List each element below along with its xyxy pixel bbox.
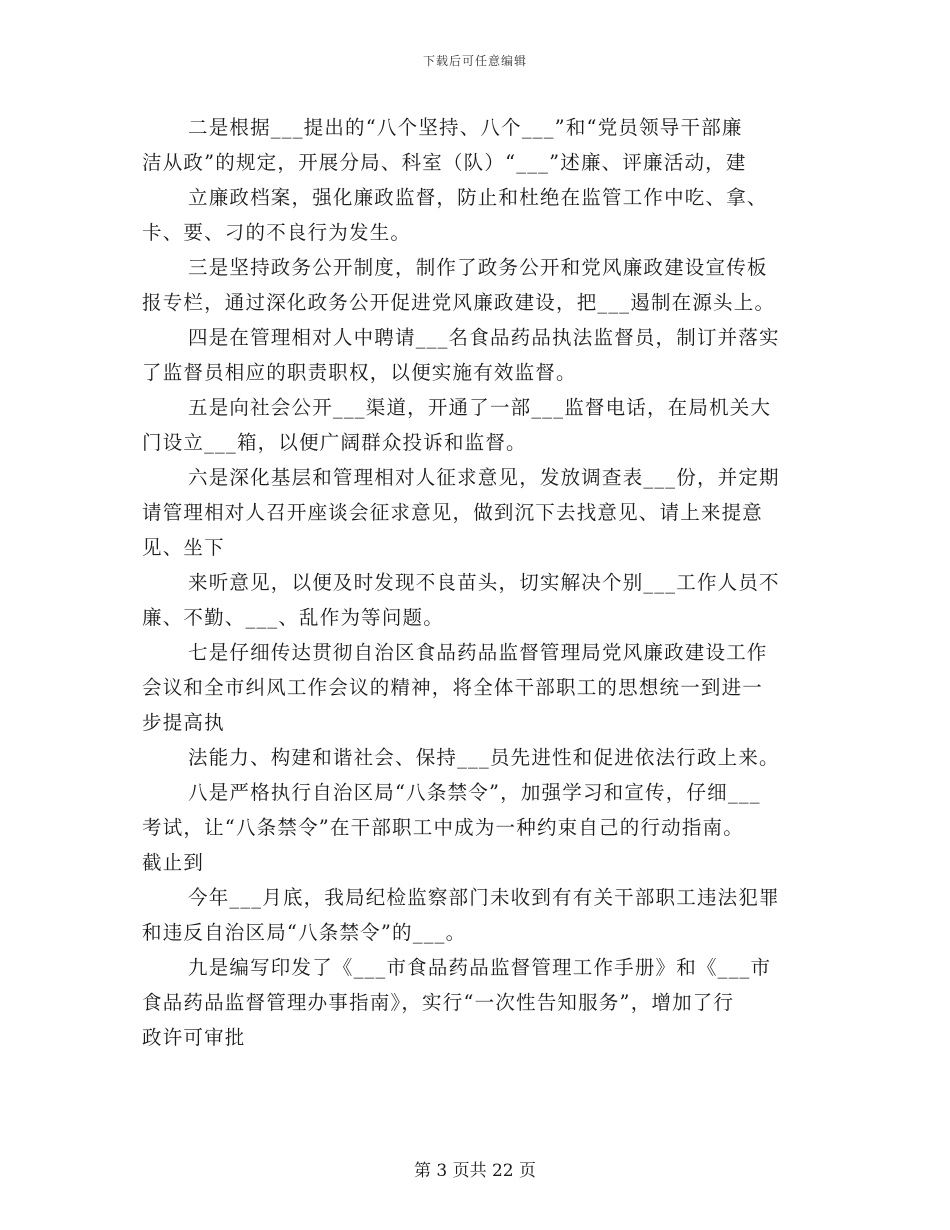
text-line: 了监督员相应的职责职权，以便实施有效监督。 [142, 361, 577, 384]
text-line: 请管理相对人召开座谈会征求意见，做到沉下去找意见、请上来提意 [142, 501, 764, 524]
text-line: 九是编写印发了《___市食品药品监督管理工作手册》和《___市 [188, 956, 772, 979]
text-line: 三是坚持政务公开制度，制作了政务公开和党风廉政建设宣传板 [188, 256, 768, 279]
text-line: 二是根据___提出的“八个坚持、八个___”和“党员领导干部廉 [188, 116, 743, 139]
page-number: 第 3 页共 22 页 [413, 1161, 537, 1181]
text-line: 门设立___箱，以便广阔群众投诉和监督。 [142, 431, 527, 454]
text-line: 会议和全市纠风工作会议的精神，将全体干部职工的思想统一到进一 [142, 676, 764, 699]
text-line: 步提高执 [142, 711, 225, 734]
text-line: 八是严格执行自治区局“八条禁令”，加强学习和宣传，仔细___ [188, 781, 761, 804]
text-line: 报专栏，通过深化政务公开促进党风廉政建设，把___遏制在源头上。 [142, 291, 776, 314]
text-line: 立廉政档案，强化廉政监督，防止和杜绝在监管工作中吃、拿、 [188, 186, 768, 209]
text-line: 七是仔细传达贯彻自治区食品药品监督管理局党风廉政建设工作 [188, 641, 768, 664]
text-line: 六是深化基层和管理相对人征求意见，发放调查表___份，并定期 [188, 466, 780, 489]
text-line: 卡、要、刁的不良行为发生。 [142, 221, 412, 244]
text-line: 法能力、构建和谐社会、保持___员先进性和促进依法行政上来。 [188, 746, 780, 769]
text-line: 五是向社会公开___渠道，开通了一部___监督电话，在局机关大 [188, 396, 772, 419]
text-line: 食品药品监督管理办事指南》，实行“一次性告知服务”，增加了行 [142, 991, 735, 1014]
text-line: 和违反自治区局“八条禁令”的___。 [142, 921, 467, 944]
document-body [142, 110, 812, 1055]
text-line: 来听意见，以便及时发现不良苗头，切实解决个别___工作人员不 [188, 571, 780, 594]
text-line: 洁从政”的规定，开展分局、科室（队）“___”述廉、评廉活动，建 [142, 151, 747, 174]
text-line: 今年___月底，我局纪检监察部门未收到有有关干部职工违法犯罪 [188, 886, 780, 909]
text-line: 考试，让“八条禁令”在干部职工中成为一种约束自己的行动指南。 [142, 816, 744, 839]
text-line: 廉、不勤、___、乱作为等问题。 [142, 606, 444, 629]
text-line: 政许可审批 [142, 1026, 246, 1049]
text-line: 截止到 [142, 851, 205, 874]
page-header-note: 下载后可任意编辑 [422, 54, 527, 68]
text-line: 四是在管理相对人中聘请___名食品药品执法监督员，制订并落实 [188, 326, 780, 349]
text-line: 见、坐下 [142, 536, 225, 559]
